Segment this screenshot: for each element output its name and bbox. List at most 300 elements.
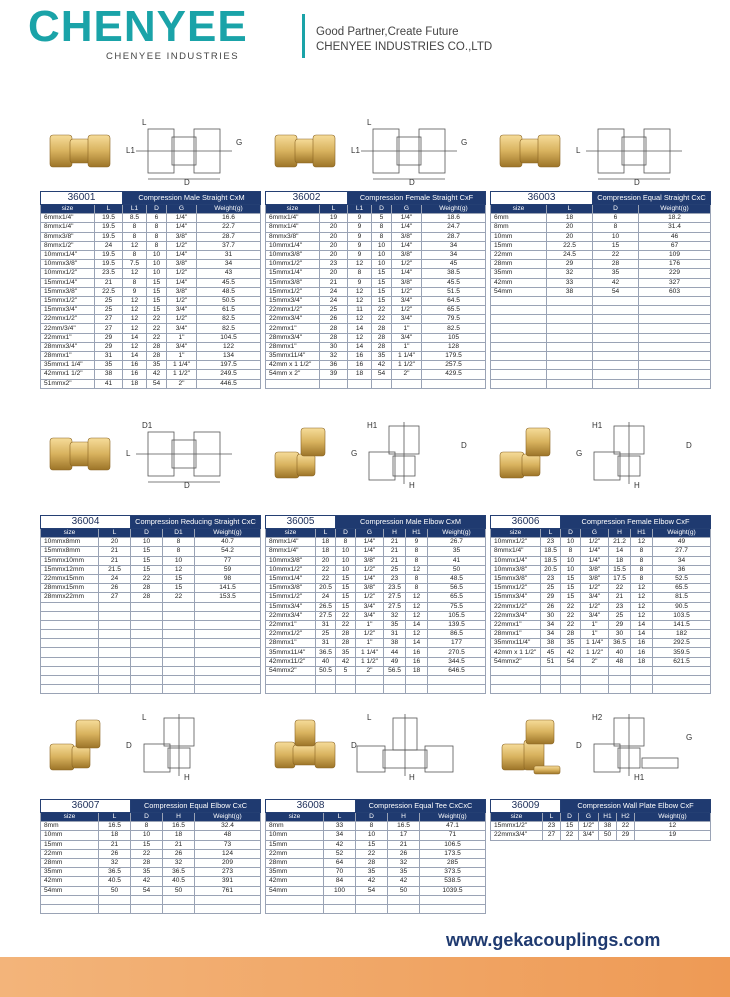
value-cell: 19.5 — [95, 223, 123, 232]
dimension-label: H2 — [592, 713, 603, 722]
product-illustration — [40, 115, 260, 187]
empty-cell — [195, 895, 261, 904]
value-cell: 56.5 — [428, 584, 486, 593]
size-cell: 10mmx1/2" — [491, 538, 541, 547]
table-row — [266, 556, 486, 565]
size-cell: 15mmx3/4" — [41, 306, 95, 315]
value-cell: 6 — [593, 214, 639, 223]
value-cell: 28 — [336, 630, 356, 639]
empty-cell — [609, 666, 631, 675]
value-cell: 29 — [95, 333, 123, 342]
size-cell: 28mm — [41, 858, 99, 867]
dimension-label: L — [576, 146, 581, 155]
empty-cell — [547, 342, 593, 351]
size-cell: 8mmx1/4" — [266, 547, 316, 556]
empty-cell — [195, 676, 261, 685]
column-header: H1 — [599, 813, 617, 822]
value-cell: 8 — [406, 556, 428, 565]
empty-row — [266, 895, 486, 904]
table-row — [41, 214, 261, 223]
value-cell: 16 — [631, 648, 653, 657]
value-cell: 22 — [561, 620, 581, 629]
value-cell: 14 — [123, 352, 147, 361]
value-cell: 31 — [95, 352, 123, 361]
product-section-36007 — [40, 710, 260, 894]
value-cell: 42 — [372, 361, 392, 370]
value-cell: 45 — [541, 648, 561, 657]
empty-cell — [547, 324, 593, 333]
dimension-label: D — [576, 741, 582, 750]
value-cell: 31 — [316, 639, 336, 648]
empty-cell — [41, 657, 99, 666]
value-cell: 12 — [406, 565, 428, 574]
value-cell: 1 1/4" — [581, 639, 609, 648]
empty-cell — [131, 611, 163, 620]
empty-cell — [163, 676, 195, 685]
empty-cell — [547, 296, 593, 305]
value-cell: 26 — [320, 315, 348, 324]
value-cell: 3/8" — [167, 232, 197, 241]
table-row — [41, 858, 261, 867]
size-cell: 10mmx1/4" — [41, 250, 95, 259]
value-cell: 8 — [147, 232, 167, 241]
value-cell: 2" — [167, 379, 197, 388]
value-cell: 36.5 — [163, 868, 195, 877]
value-cell: 75.5 — [428, 602, 486, 611]
empty-cell — [99, 666, 131, 675]
empty-cell — [99, 602, 131, 611]
column-header: size — [491, 529, 541, 538]
size-cell: 54mm x 2" — [266, 370, 320, 379]
dimension-label: G — [576, 449, 583, 458]
empty-cell — [593, 333, 639, 342]
empty-cell — [547, 315, 593, 324]
value-cell: 73 — [195, 840, 261, 849]
value-cell: 15 — [336, 602, 356, 611]
size-cell: 6mmx1/4" — [41, 214, 95, 223]
dimension-label: G — [236, 138, 243, 147]
value-cell: 3/8" — [167, 287, 197, 296]
column-header: D — [131, 813, 163, 822]
value-cell: 141.5 — [653, 620, 711, 629]
value-cell: 14 — [348, 342, 372, 351]
empty-cell — [266, 379, 320, 388]
product-section-36008 — [265, 710, 485, 894]
value-cell: 3/4" — [581, 611, 609, 620]
size-cell: 8mmx1/4" — [491, 547, 541, 556]
value-cell: 36 — [320, 361, 348, 370]
value-cell: 18 — [406, 666, 428, 675]
technical-drawing — [349, 710, 479, 782]
value-cell: 19 — [320, 214, 348, 223]
value-cell: 20 — [320, 269, 348, 278]
value-cell: 128 — [422, 342, 486, 351]
empty-row — [41, 620, 261, 629]
value-cell: 59 — [195, 565, 261, 574]
size-cell: 35mmx1 1/4" — [41, 361, 95, 370]
empty-row — [491, 324, 711, 333]
product-title: Compression Equal Elbow CxC — [131, 800, 261, 813]
value-cell: 14 — [123, 333, 147, 342]
empty-cell — [639, 361, 711, 370]
table-row — [491, 223, 711, 232]
empty-cell — [266, 904, 324, 913]
product-section-36009 — [490, 710, 710, 839]
table-row — [41, 352, 261, 361]
value-cell: 179.5 — [422, 352, 486, 361]
fitting-photo-shape — [50, 720, 100, 770]
value-cell: 27 — [543, 831, 561, 840]
value-cell: 27 — [95, 315, 123, 324]
website-url[interactable]: www.gekacouplings.com — [446, 930, 661, 950]
empty-cell — [428, 676, 486, 685]
value-cell: 32 — [99, 858, 131, 867]
table-row — [41, 849, 261, 858]
product-illustration — [265, 710, 485, 782]
size-cell: 15mmx1/4" — [266, 574, 316, 583]
value-cell: 22.5 — [95, 287, 123, 296]
size-cell: 8mmx3/8" — [41, 232, 95, 241]
empty-cell — [631, 666, 653, 675]
value-cell: 1/2" — [167, 269, 197, 278]
value-cell: 15 — [372, 269, 392, 278]
size-cell: 22mmx1" — [41, 333, 95, 342]
value-cell: 18 — [348, 370, 372, 379]
product-section-36004 — [40, 418, 260, 601]
fitting-photo — [271, 716, 339, 776]
empty-cell — [406, 676, 428, 685]
value-cell: 50 — [388, 886, 420, 895]
value-cell: 16 — [406, 648, 428, 657]
column-header: L1 — [123, 205, 147, 214]
table-row — [491, 250, 711, 259]
value-cell: 12 — [348, 296, 372, 305]
value-cell: 39 — [320, 370, 348, 379]
empty-cell — [561, 666, 581, 675]
value-cell: 20 — [320, 250, 348, 259]
page-header — [0, 0, 730, 75]
size-cell: 15mmx1/4" — [266, 269, 320, 278]
value-cell: 3/8" — [392, 278, 422, 287]
fitting-photo-shape — [275, 135, 335, 167]
empty-cell — [131, 676, 163, 685]
empty-cell — [547, 333, 593, 342]
size-cell: 28mmx3/4" — [41, 342, 95, 351]
empty-cell — [195, 666, 261, 675]
dimension-label: G — [461, 138, 468, 147]
empty-cell — [320, 379, 348, 388]
empty-cell — [593, 352, 639, 361]
size-cell: 10mmx1/4" — [266, 241, 320, 250]
value-cell: 16 — [406, 657, 428, 666]
value-cell: 1/2" — [581, 584, 609, 593]
size-cell: 22mmx1/2" — [266, 630, 316, 639]
value-cell: 10 — [336, 556, 356, 565]
dimension-label: L1 — [126, 146, 135, 155]
column-header: H2 — [617, 813, 635, 822]
dimension-label: H1 — [367, 421, 378, 430]
value-cell: 176 — [639, 260, 711, 269]
value-cell: 270.5 — [428, 648, 486, 657]
dimension-label: D — [461, 441, 467, 450]
product-section-36002 — [265, 115, 485, 378]
value-cell: 16.5 — [99, 822, 131, 831]
empty-cell — [384, 676, 406, 685]
dimension-label: L — [142, 118, 147, 127]
value-cell: 19.5 — [95, 250, 123, 259]
product-section-36001 — [40, 115, 260, 387]
column-header: L1 — [348, 205, 372, 214]
value-cell: 109 — [639, 250, 711, 259]
value-cell: 42 — [593, 278, 639, 287]
table-row — [266, 370, 486, 379]
empty-cell — [491, 352, 547, 361]
value-cell: 28 — [561, 630, 581, 639]
empty-row — [491, 666, 711, 675]
value-cell: 32 — [163, 858, 195, 867]
value-cell: 90.5 — [653, 602, 711, 611]
value-cell: 21 — [384, 556, 406, 565]
size-cell: 42mm — [266, 877, 324, 886]
value-cell: 1/2" — [356, 565, 384, 574]
value-cell: 1/4" — [356, 538, 384, 547]
empty-cell — [420, 904, 486, 913]
value-cell: 35 — [147, 361, 167, 370]
product-title: Compression Male Straight CxM — [123, 192, 261, 205]
empty-cell — [422, 379, 486, 388]
value-cell: 122 — [197, 342, 261, 351]
value-cell: 182 — [653, 630, 711, 639]
product-title: Compression Reducing Straight CxC — [131, 516, 261, 529]
column-header: H — [384, 529, 406, 538]
size-cell: 15mmx8mm — [41, 547, 99, 556]
value-cell: 10 — [372, 241, 392, 250]
value-cell: 35 — [388, 868, 420, 877]
value-cell: 391 — [195, 877, 261, 886]
value-cell: 18 — [316, 538, 336, 547]
value-cell: 2" — [356, 666, 384, 675]
table-row — [266, 223, 486, 232]
fitting-photo — [496, 716, 564, 776]
size-cell: 10mmx3/8" — [266, 250, 320, 259]
empty-cell — [609, 676, 631, 685]
spec-table — [265, 799, 486, 914]
column-header: H1 — [631, 529, 653, 538]
table-row — [41, 306, 261, 315]
empty-cell — [41, 602, 99, 611]
value-cell: 1/2" — [392, 287, 422, 296]
empty-cell — [266, 676, 316, 685]
value-cell: 29 — [95, 342, 123, 351]
empty-cell — [131, 630, 163, 639]
value-cell: 8 — [163, 538, 195, 547]
value-cell: 38 — [95, 370, 123, 379]
value-cell: 327 — [639, 278, 711, 287]
value-cell: 15 — [147, 306, 167, 315]
value-cell: 82.5 — [197, 324, 261, 333]
empty-cell — [491, 306, 547, 315]
value-cell: 45.5 — [422, 278, 486, 287]
value-cell: 12 — [348, 333, 372, 342]
value-cell: 27 — [99, 593, 131, 602]
empty-cell — [131, 620, 163, 629]
product-code: 36007 — [41, 800, 131, 813]
value-cell: 71 — [420, 831, 486, 840]
value-cell: 12 — [631, 602, 653, 611]
size-cell: 8mmx3/8" — [266, 232, 320, 241]
value-cell: 25 — [541, 584, 561, 593]
dimension-label: H — [184, 773, 190, 782]
value-cell: 21 — [609, 593, 631, 602]
table-row — [41, 333, 261, 342]
value-cell: 26 — [99, 849, 131, 858]
value-cell: 47.1 — [420, 822, 486, 831]
dimension-label: G — [686, 733, 693, 742]
value-cell: 17 — [388, 831, 420, 840]
value-cell: 8 — [336, 538, 356, 547]
value-cell: 35 — [561, 639, 581, 648]
value-cell: 8.5 — [123, 214, 147, 223]
table-row — [41, 584, 261, 593]
value-cell: 31.4 — [639, 223, 711, 232]
value-cell: 8 — [123, 250, 147, 259]
value-cell: 15 — [356, 840, 388, 849]
size-cell: 35mmx11/4" — [491, 639, 541, 648]
value-cell: 51.5 — [422, 287, 486, 296]
empty-cell — [99, 895, 131, 904]
value-cell: 18.5 — [541, 547, 561, 556]
table-row — [491, 269, 711, 278]
technical-drawing — [349, 418, 479, 490]
spec-table — [490, 191, 711, 389]
empty-cell — [639, 370, 711, 379]
size-cell: 22mmx1/2" — [266, 306, 320, 315]
empty-cell — [428, 685, 486, 694]
value-cell: 22 — [163, 593, 195, 602]
product-section-36006 — [490, 418, 710, 665]
value-cell: 359.5 — [653, 648, 711, 657]
value-cell: 10 — [147, 269, 167, 278]
value-cell: 1" — [392, 342, 422, 351]
size-cell: 22mmx1" — [491, 620, 541, 629]
value-cell: 30 — [609, 630, 631, 639]
value-cell: 37.7 — [197, 241, 261, 250]
value-cell: 18 — [123, 379, 147, 388]
dimension-label: L — [367, 118, 372, 127]
value-cell: 22 — [609, 584, 631, 593]
value-cell: 42 — [147, 370, 167, 379]
value-cell: 33 — [547, 278, 593, 287]
value-cell: 1/2" — [392, 260, 422, 269]
table-row — [266, 593, 486, 602]
empty-cell — [593, 379, 639, 388]
empty-cell — [163, 666, 195, 675]
value-cell: 34 — [653, 556, 711, 565]
empty-cell — [653, 676, 711, 685]
value-cell: 48 — [609, 657, 631, 666]
size-cell: 22mm/3/4" — [41, 324, 95, 333]
size-cell: 22mmx3/4" — [491, 831, 543, 840]
empty-cell — [99, 611, 131, 620]
fitting-photo — [496, 121, 564, 181]
empty-row — [491, 296, 711, 305]
value-cell: 45 — [422, 260, 486, 269]
value-cell: 7.5 — [123, 260, 147, 269]
value-cell: 20 — [320, 232, 348, 241]
product-code: 36001 — [41, 192, 123, 205]
value-cell: 1" — [581, 630, 609, 639]
size-cell: 54mmx2" — [491, 657, 541, 666]
empty-cell — [131, 602, 163, 611]
empty-row — [41, 648, 261, 657]
value-cell: 10 — [561, 556, 581, 565]
value-cell: 12 — [163, 565, 195, 574]
value-cell: 52.5 — [653, 574, 711, 583]
slogan-text: Good Partner,Create Future — [316, 26, 459, 38]
table-row — [41, 269, 261, 278]
column-header: G — [581, 529, 609, 538]
value-cell: 10 — [561, 538, 581, 547]
empty-cell — [541, 676, 561, 685]
header-slogan-block — [316, 25, 492, 55]
table-row — [266, 296, 486, 305]
table-row — [266, 250, 486, 259]
size-cell: 15mmx3/8" — [491, 574, 541, 583]
size-cell: 22mmx3/4" — [266, 611, 316, 620]
value-cell: 35 — [131, 868, 163, 877]
value-cell: 52 — [324, 849, 356, 858]
logo-wordmark: CHENYEE — [28, 2, 248, 51]
value-cell: 42 — [356, 877, 388, 886]
value-cell: 14 — [609, 547, 631, 556]
column-header: L — [541, 529, 561, 538]
empty-cell — [581, 666, 609, 675]
technical-drawing-lines — [586, 129, 682, 179]
value-cell: 1 1/4" — [356, 648, 384, 657]
value-cell: 22 — [561, 602, 581, 611]
dimension-label: D — [184, 481, 190, 490]
value-cell: 29 — [609, 620, 631, 629]
size-cell: 35mm — [491, 269, 547, 278]
table-row — [266, 831, 486, 840]
value-cell: 124 — [195, 849, 261, 858]
column-header: D — [561, 529, 581, 538]
value-cell: 32 — [388, 858, 420, 867]
column-header: Weight(g) — [422, 205, 486, 214]
value-cell: 1/2" — [167, 296, 197, 305]
empty-cell — [593, 306, 639, 315]
value-cell: 34 — [541, 620, 561, 629]
value-cell: 621.5 — [653, 657, 711, 666]
product-illustration — [265, 115, 485, 187]
value-cell: 34 — [541, 630, 561, 639]
empty-cell — [324, 904, 356, 913]
value-cell: 27.7 — [653, 547, 711, 556]
column-header: size — [41, 205, 95, 214]
value-cell: 28 — [131, 584, 163, 593]
column-header: G — [167, 205, 197, 214]
technical-drawing-lines — [136, 129, 232, 179]
spec-table — [490, 515, 711, 694]
empty-row — [491, 361, 711, 370]
table-row — [41, 574, 261, 583]
value-cell: 257.5 — [422, 361, 486, 370]
empty-cell — [324, 895, 356, 904]
value-cell: 19.5 — [95, 260, 123, 269]
value-cell: 209 — [195, 858, 261, 867]
empty-row — [41, 895, 261, 904]
column-header: size — [266, 205, 320, 214]
